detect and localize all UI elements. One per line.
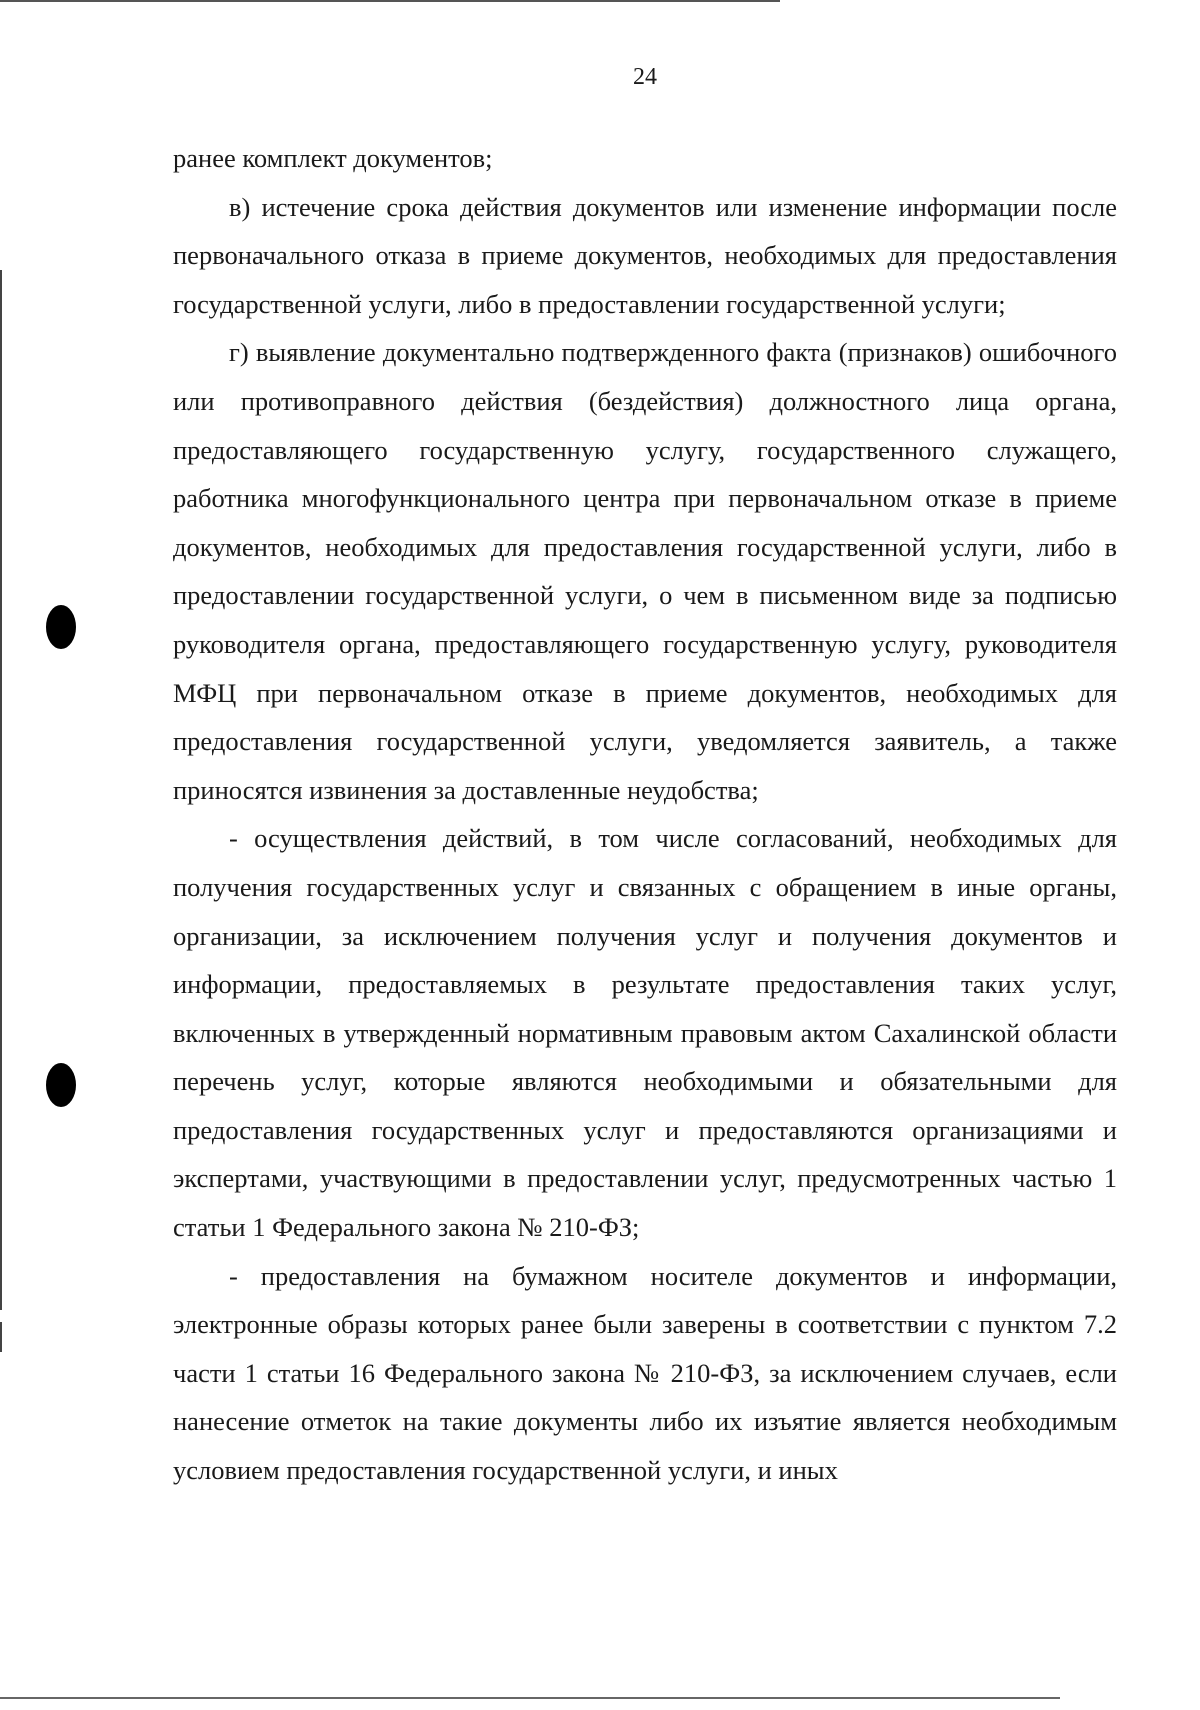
punch-hole-lower — [46, 1063, 76, 1107]
page-number: 24 — [633, 64, 657, 90]
document-body — [173, 134, 1117, 1495]
scan-top-edge — [0, 0, 780, 2]
paragraph-continuation: ранее комплект документов; — [173, 143, 493, 173]
paragraph-paper-documents: - предоставления на бумажном носителе документов и информации, электронные образы которых ранее были заверены в соответствии с пунктом 7.2 части 1 статьи 16 Федерального закона № 210-ФЗ, за исключением случаев, если нанесение отметок на такие документы либо их изъятие является необходимым условием предоставления государственной услуги, и иных — [173, 1260, 1117, 1486]
punch-hole-upper — [46, 605, 76, 649]
scan-left-edge — [0, 270, 2, 1310]
paragraph-item-g: г) выявление документально подтвержденного факта (признаков) ошибочного или противоправного действия (бездействия) должностного лица органа, предоставляющего государственную услугу, государственного служащего, работника многофункционального центра при первоначальном отказе в приеме документов, необходимых для предоставления государственной услуги, либо в предоставлении государственной услуги, о чем в письменном виде за подписью руководителя органа, предоставляющего государственную услугу, руководителя МФЦ при первоначальном отказе в приеме документов, необходимых для предоставления государственной услуги, уведомляется заявитель, а также приносятся извинения за доставленные неудобства; — [173, 337, 1117, 805]
paragraph-actions: - осуществления действий, в том числе согласований, необходимых для получения государственных услуг и связанных с обращением в иные органы, организации, за исключением получения услуг и получения документов и информации, предоставляемых в результате предоставления таких услуг, включенных в утвержденный нормативным правовым актом Сахалинской области перечень услуг, которые являются необходимыми и обязательными для предоставления государственных услуг и предоставляются организациями и экспертами, участвующими в предоставлении услуг, предусмотренных частью 1 статьи 1 Федерального закона № 210-ФЗ; — [173, 823, 1117, 1243]
scan-left-edge-lower — [0, 1322, 2, 1352]
scan-bottom-edge — [0, 1697, 1060, 1699]
paragraph-item-v: в) истечение срока действия документов или изменение информации после первоначального отказа в приеме документов, необходимых для предоставления государственной услуги, либо в предоставлении государственной услуги; — [173, 191, 1117, 319]
